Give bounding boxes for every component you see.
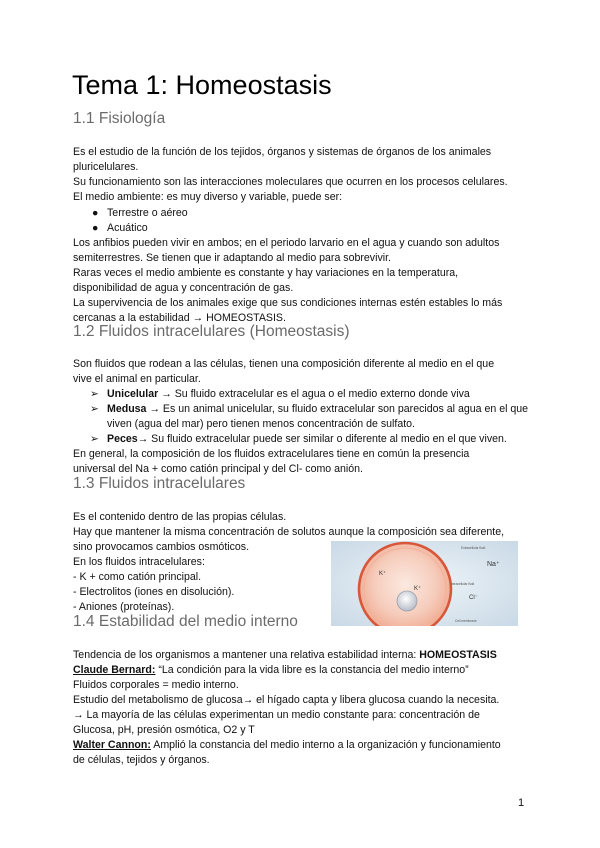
paragraph-line: En los fluidos intracelulares: <box>73 556 205 568</box>
quote-text: “La condición para la vida libre es la constancia del medio interno” <box>155 664 469 676</box>
section-heading-fluidos-extracelulares: 1.2 Fluidos intracelulares (Homeostasis) <box>73 323 350 340</box>
bullet-text: Terrestre o aéreo <box>107 207 188 219</box>
section-heading-fluidos-intracelulares: 1.3 Fluidos intracelulares <box>73 475 246 492</box>
paragraph-line: - K + como catión principal. <box>73 571 202 583</box>
chloride-ion-label: Cl⁻ <box>469 595 478 601</box>
bullet-dot-icon: ● <box>92 207 99 219</box>
paragraph-line: disponibilidad de agua y concentración de gas. <box>73 282 294 294</box>
paragraph-line: Hay que mantener la misma concentración de solutos aunque la composición sea diferente, <box>73 526 505 538</box>
nucleus <box>397 591 417 611</box>
paragraph-line: vive el animal en particular. <box>73 373 201 385</box>
bullet-text: Acuático <box>107 222 148 234</box>
term-homeostasis: HOMEOSTASIS <box>419 649 497 661</box>
bullet-item <box>92 221 148 236</box>
paragraph-line: Es el estudio de la función de los tejidos, órganos y sistemas de órganos de los animales <box>73 146 492 158</box>
paragraph-line: sino provocamos cambios osmóticos. <box>73 541 250 553</box>
paragraph-line: El medio ambiente: es muy diverso y variable, puede ser: <box>73 191 343 203</box>
sodium-ion-label: Na⁺ <box>487 561 500 568</box>
author-claude-bernard: Claude Bernard: <box>73 664 156 676</box>
paragraph-line: universal del Na + como catión principal y del Cl- como anión. <box>73 463 363 475</box>
paragraph-line: Estudio del metabolismo de glucosa→ el hígado capta y libera glucosa cuando la necesita. <box>73 694 500 706</box>
paragraph-line: En general, la composición de los fluidos extracelulares tiene en común la presencia <box>73 448 470 460</box>
paragraph-line: Fluidos corporales = medio interno. <box>73 679 239 691</box>
paragraph-line: La supervivencia de los animales exige que sus condiciones internas estén estables lo más <box>73 297 503 309</box>
term-bold: Unicelular <box>107 388 159 400</box>
paragraph-line: Los anfibios pueden vivir en ambos; en el periodo larvario en el agua y cuando son adultos <box>73 237 500 249</box>
potassium-ion-label: K⁺ <box>379 571 387 577</box>
paragraph-line: Raras veces el medio ambiente es constante y hay variaciones en la temperatura, <box>73 267 459 279</box>
figure-label-intracellular: Intracellular fluid <box>451 582 475 586</box>
bullet-dot-icon: ● <box>92 222 99 234</box>
figure-label-membrane: Cell membrane <box>455 619 477 623</box>
figure-label-extracellular: Extracellular fluid <box>461 546 486 550</box>
paragraph-line: - Aniones (proteínas). <box>73 601 175 613</box>
paragraph-line: pluricelulares. <box>73 161 139 173</box>
potassium-ion-label-center: K⁺ <box>414 586 422 592</box>
paragraph-line: Su funcionamiento son las interacciones moleculares que ocurren en los procesos celulares. <box>73 176 508 188</box>
page-number: 1 <box>518 797 525 809</box>
paragraph-line: - Electrolitos (iones en disolución). <box>73 586 235 598</box>
arrow-item-medusa <box>90 402 530 433</box>
paragraph-line: Glucosa, pH, presión osmótica, O2 y T <box>73 724 255 736</box>
paragraph-line: cercanas a la estabilidad → HOMEOSTASIS. <box>73 312 286 324</box>
paragraph-line: semiterrestres. Se tienen que ir adaptando al medio para sobrevivir. <box>73 252 391 264</box>
document-title: Tema 1: Homeostasis <box>72 70 332 100</box>
arrowhead-bullet-icon: ➢ <box>90 403 99 415</box>
arrow-item-peces <box>90 432 530 447</box>
term-description: → Su fluido extracelular puede ser similar o diferente al medio en el que viven. <box>137 433 507 445</box>
paragraph-text: Amplió la constancia del medio interno a la organización y funcionamiento <box>150 739 501 751</box>
paragraph-line <box>73 648 533 663</box>
paragraph-line: de células, tejidos y órganos. <box>73 754 210 766</box>
cell-diagram-svg <box>331 541 518 626</box>
section-heading-estabilidad: 1.4 Estabilidad del medio interno <box>73 613 298 630</box>
section-heading-fisiologia: 1.1 Fisiología <box>73 110 166 127</box>
term-description: → Es un animal unicelular, su fluido extracelular son parecidos al agua en el que viven (agua del mar) pero tienen menos concentración de sulfato. <box>107 403 529 431</box>
term-bold: Peces <box>107 433 138 445</box>
paragraph-line: Son fluidos que rodean a las células, tienen una composición diferente al medio en el que <box>73 358 495 370</box>
term-description: → Su fluido extracelular es el agua o el medio externo donde viva <box>158 388 470 400</box>
term-bold: Medusa <box>107 403 147 415</box>
paragraph-line <box>73 663 533 678</box>
arrow-item-unicelular <box>90 387 530 402</box>
arrowhead-bullet-icon: ➢ <box>90 433 99 445</box>
cell-figure <box>331 541 518 626</box>
paragraph-line: Es el contenido dentro de las propias células. <box>73 511 287 523</box>
bullet-item <box>92 206 188 221</box>
arrowhead-bullet-icon: ➢ <box>90 388 99 400</box>
paragraph-text: Tendencia de los organismos a mantener una relativa estabilidad interna: <box>73 649 420 661</box>
paragraph-line <box>73 738 533 753</box>
author-walter-cannon: Walter Cannon: <box>73 739 151 751</box>
paragraph-line: → La mayoría de las células experimentan un medio constante para: concentración de <box>73 709 480 721</box>
